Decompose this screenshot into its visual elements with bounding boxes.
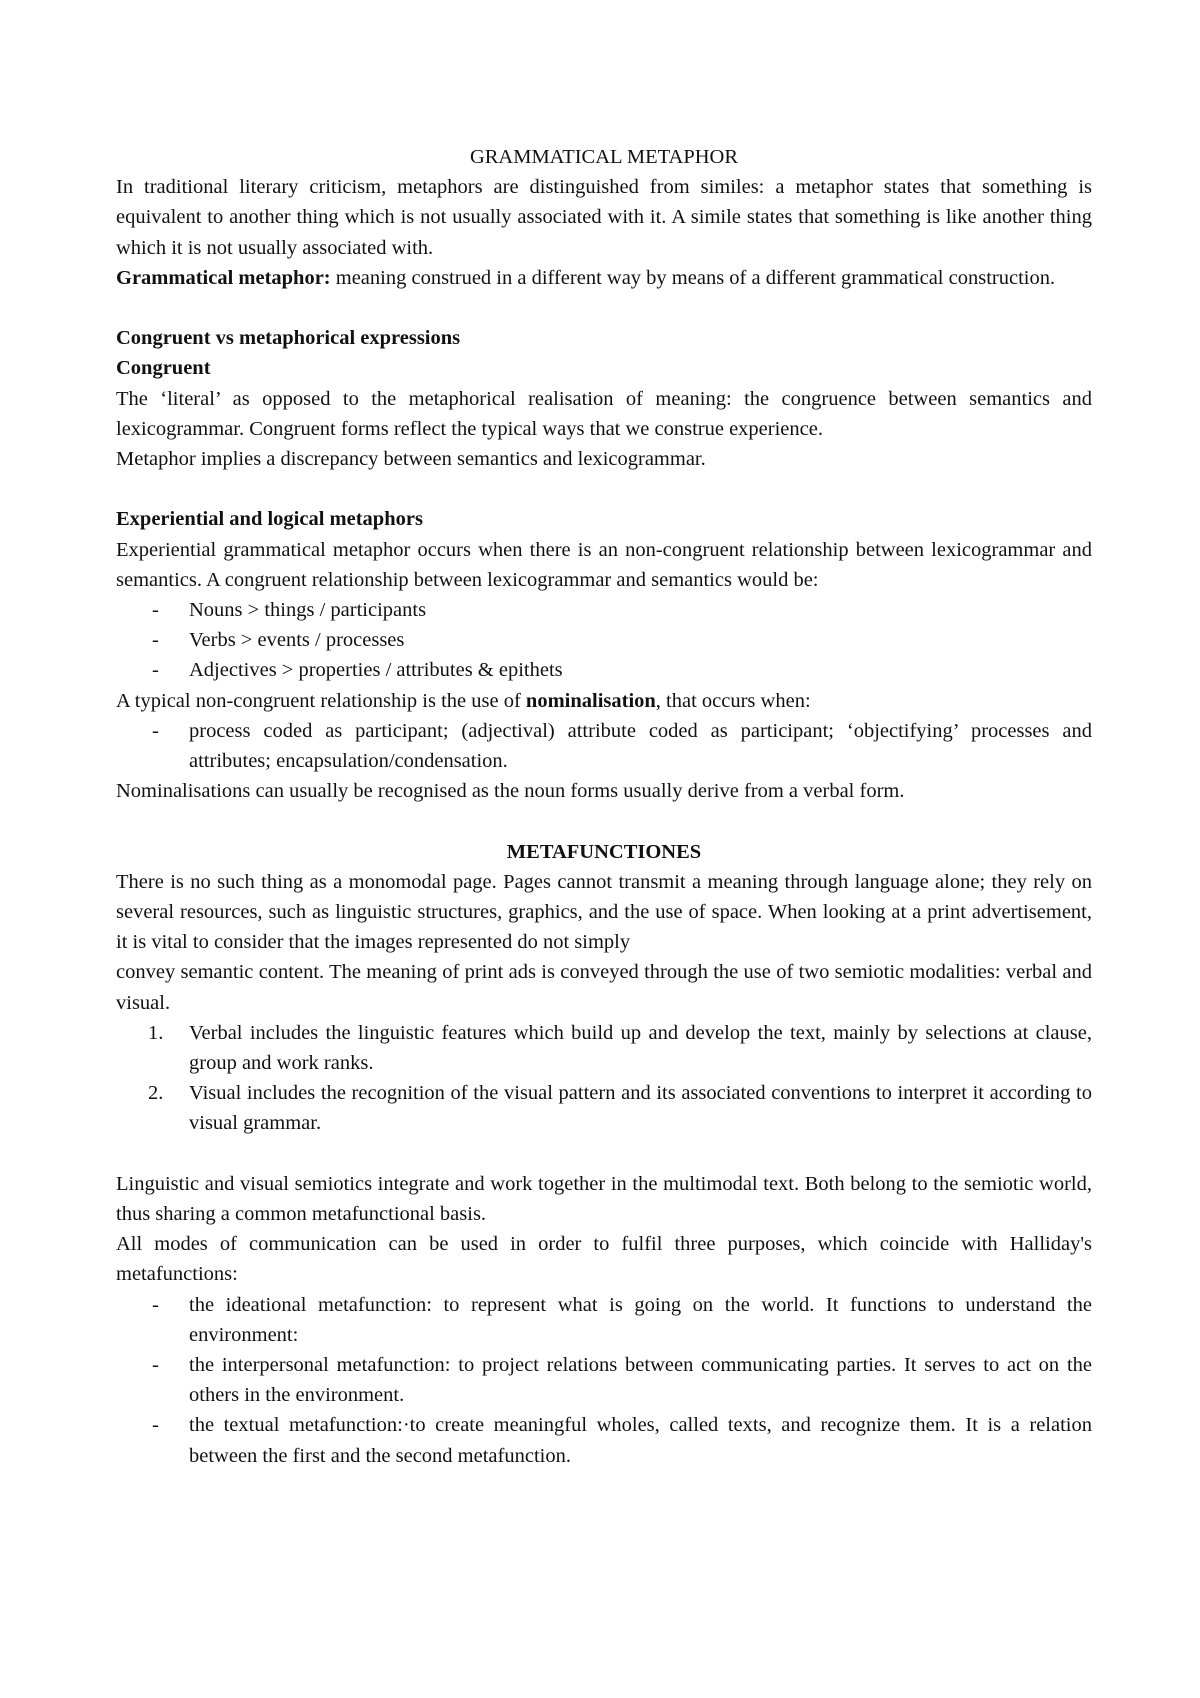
list-dash: -	[152, 599, 159, 622]
nominal-before: A typical non-congruent relationship is the use of	[116, 689, 526, 712]
list-dash: -	[152, 1293, 159, 1316]
experiential-paragraph: Experiential grammatical metaphor occurs when there is an non-congruent relationship between lexicogrammar and semantics. A congruent relationship between lexicogrammar and semantics would be:	[116, 538, 1092, 591]
metafunctiones-paragraph-1: There is no such thing as a monomodal page. Pages cannot transmit a meaning through language alone; they rely on several resources, such as linguistic structures, graphics, and the use of space. When looking at a print advertisement, it is vital to consider that the images represented do not simply	[116, 870, 1092, 954]
list-item-text: the textual metafunction:·to create meaningful wholes, called texts, and recognize them. It is a relation between the first and the second metafunction.	[189, 1414, 1092, 1467]
heading-congruent: Congruent	[116, 357, 211, 380]
list-dash: -	[152, 659, 159, 682]
nominalisation-paragraph	[116, 686, 1092, 716]
list-item-text: the interpersonal metafunction: to project relations between communicating parties. It serves to act on the others in the environment.	[189, 1354, 1092, 1407]
metafunctiones-paragraph-2: convey semantic content. The meaning of print ads is conveyed through the use of two semiotic modalities: verbal and visual.	[116, 961, 1092, 1014]
list-item	[116, 1350, 1092, 1410]
list-item-text: Verbs > events / processes	[189, 629, 405, 652]
list-dash: -	[152, 719, 159, 742]
congruent-list	[116, 595, 1092, 686]
document-body	[116, 142, 1092, 1471]
nominal-after: , that occurs when:	[655, 689, 811, 712]
list-item	[116, 1290, 1092, 1350]
list-item-text: Nouns > things / participants	[189, 599, 427, 622]
list-item-text: Verbal includes the linguistic features which build up and develop the text, mainly by selections at clause, group and work ranks.	[189, 1021, 1092, 1075]
semiotics-paragraph: Linguistic and visual semiotics integrate and work together in the multimodal text. Both belong to the semiotic world, thus sharing a common metafunctional basis.	[116, 1172, 1092, 1226]
congruent-paragraph: The ‘literal’ as opposed to the metaphorical realisation of meaning: the congruence between semantics and lexicogrammar. Congruent forms reflect the typical ways that we construe experience.	[116, 387, 1092, 440]
nominalisation-note: Nominalisations can usually be recognised as the noun forms usually derive from a verbal form.	[116, 780, 905, 803]
grammatical-metaphor-definition	[116, 263, 1092, 293]
modalities-list	[116, 1018, 1092, 1139]
list-number: 2.	[148, 1082, 164, 1105]
title-metafunctiones: METAFUNCTIONES	[506, 840, 702, 863]
heading-congruent-vs-metaphorical: Congruent vs metaphorical expressions	[116, 327, 461, 350]
heading-experiential-logical: Experiential and logical metaphors	[116, 508, 423, 531]
title-grammatical-metaphor: GRAMMATICAL METAPHOR	[469, 146, 739, 168]
list-item	[116, 1078, 1092, 1138]
nominalisation-list	[116, 716, 1092, 776]
list-item	[116, 1410, 1092, 1470]
spacer	[116, 806, 1092, 836]
intro-paragraph: In traditional literary criticism, metaphors are distinguished from similes: a metaphor states that something is equivalent to another thing which is not usually associated with it. A simile states that something is like another thing which it is not usually associated with.	[116, 176, 1092, 259]
list-item-text: the ideational metafunction: to represent what is going on the world. It functions to understand the environment:	[189, 1293, 1092, 1346]
list-dash: -	[152, 1354, 159, 1377]
list-item	[116, 1018, 1092, 1078]
metaphor-paragraph: Metaphor implies a discrepancy between semantics and lexicogrammar.	[116, 448, 706, 471]
spacer	[116, 474, 1092, 504]
list-item-text: process coded as participant; (adjectival) attribute coded as participant; ‘objectifying’ processes and attributes; encapsulation/condensation.	[189, 719, 1092, 773]
list-item	[116, 595, 1092, 625]
spacer	[116, 1139, 1092, 1169]
definition-term: Grammatical metaphor:	[116, 266, 331, 289]
definition-text: meaning construed in a different way by means of a different grammatical construction.	[330, 266, 1056, 289]
list-item	[116, 625, 1092, 655]
spacer	[116, 293, 1092, 323]
metafunctions-list	[116, 1290, 1092, 1471]
list-number: 1.	[148, 1021, 164, 1044]
list-item	[116, 655, 1092, 685]
list-item-text: Visual includes the recognition of the visual pattern and its associated conventions to interpret it according to visual grammar.	[189, 1082, 1092, 1135]
list-item-text: Adjectives > properties / attributes & epithets	[189, 659, 563, 682]
purposes-paragraph: All modes of communication can be used in order to fulfil three purposes, which coincide with Halliday's metafunctions:	[116, 1233, 1092, 1286]
nominal-term: nominalisation	[525, 689, 656, 712]
list-dash: -	[152, 629, 159, 652]
list-dash: -	[152, 1414, 159, 1437]
list-item	[116, 716, 1092, 776]
